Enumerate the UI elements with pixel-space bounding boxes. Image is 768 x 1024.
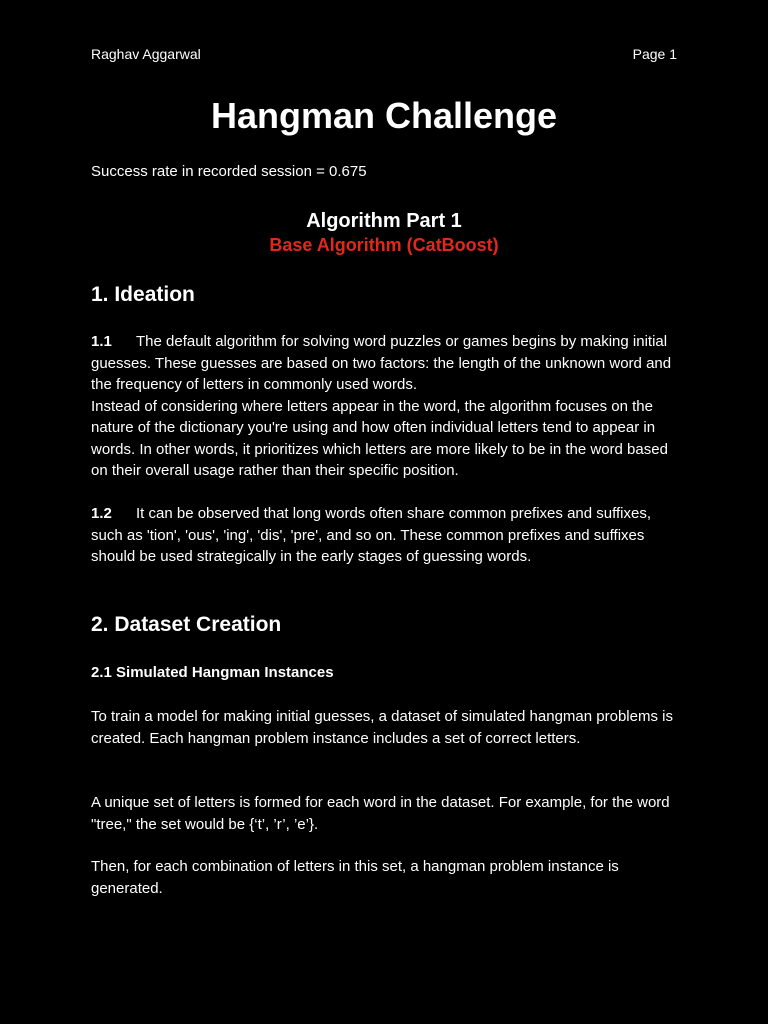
dataset-paragraph-1: To train a model for making initial guesses, a dataset of simulated hangman problems is created. Each hangman problem instance includes a set of correct letters.: [91, 708, 673, 747]
paragraph-1-1: [91, 331, 685, 482]
success-rate: Success rate in recorded session = 0.675: [91, 163, 367, 180]
dataset-paragraph-3: Then, for each combination of letters in this set, a hangman problem instance is generated.: [91, 858, 619, 897]
page-header: [91, 46, 677, 62]
algorithm-title: Algorithm Part 1: [306, 210, 462, 232]
author-name: Raghav Aggarwal: [91, 46, 201, 62]
algorithm-heading: [0, 209, 768, 257]
dataset-paragraph-2: A unique set of letters is formed for each word in the dataset. For example, for the word "tree," the set would be {‘t’, ’r’, ’e’}.: [91, 794, 670, 833]
algorithm-subtitle: Base Algorithm (CatBoost): [269, 235, 499, 255]
paragraph-number: 1.1: [91, 333, 112, 350]
paragraph-text: Instead of considering where letters appear in the word, the algorithm focuses on the nature of the dictionary you're using and how often individual letters tend to appear in words. In other words, it prioritizes which letters are more likely to be in the word based on their overall usage rather than their specific position.: [91, 397, 668, 479]
page-number: Page 1: [632, 46, 677, 62]
document-title: Hangman Challenge: [210, 95, 558, 136]
paragraph-text: It can be observed that long words often share common prefixes and suffixes, such as 'tion', 'ous', 'ing', 'dis', 'pre', and so on. These common prefixes and suffixes should be used strategically in the early stages of guessing words.: [91, 505, 652, 565]
section-1-heading: 1. Ideation: [91, 283, 195, 306]
paragraph-1-2: [91, 503, 685, 568]
paragraph-number: 1.2: [91, 505, 112, 522]
section-2-heading: 2. Dataset Creation: [91, 613, 282, 636]
paragraph-text: The default algorithm for solving word puzzles or games begins by making initial guesses. These guesses are based on two factors: the length of the unknown word and the frequency of letters in commonly used words.: [91, 333, 672, 393]
subsection-2-1-heading: 2.1 Simulated Hangman Instances: [91, 664, 334, 681]
